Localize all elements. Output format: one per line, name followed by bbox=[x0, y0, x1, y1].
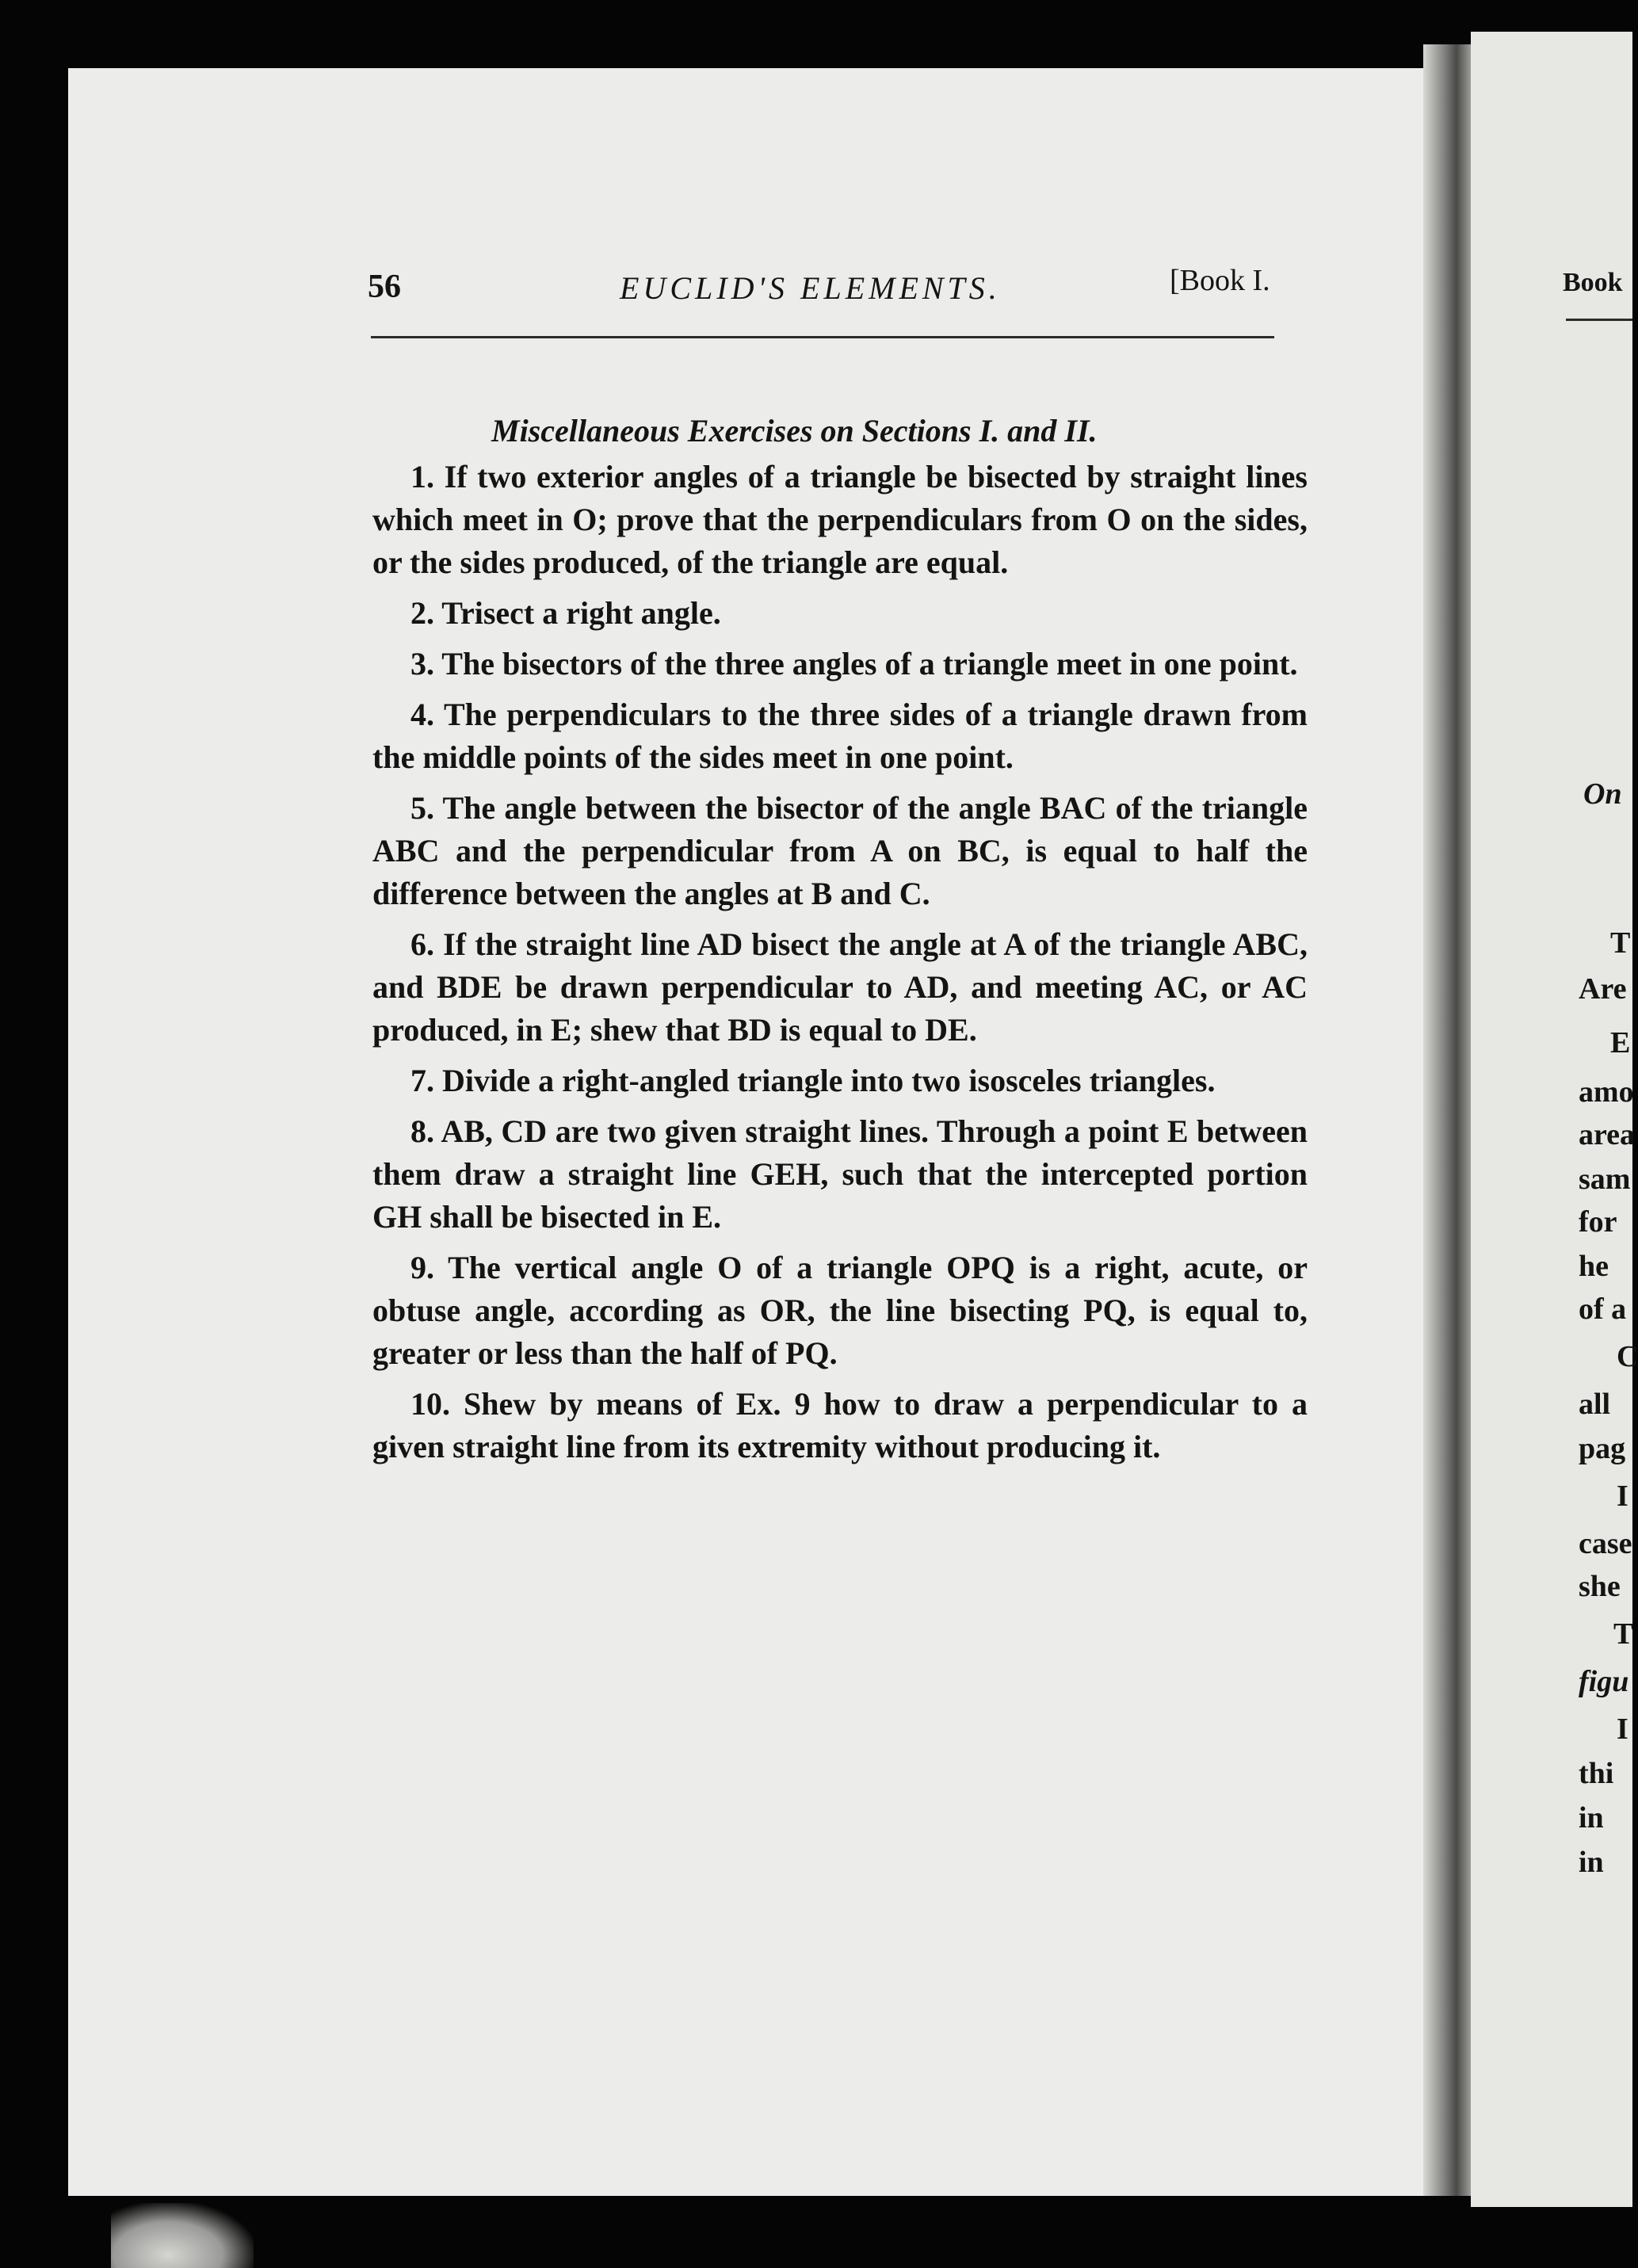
facing-fragment: E bbox=[1610, 1026, 1631, 1060]
facing-fragment: On bbox=[1583, 777, 1622, 811]
facing-fragment: she bbox=[1579, 1570, 1621, 1603]
facing-fragment: T bbox=[1613, 1617, 1634, 1651]
facing-fragment: Are bbox=[1579, 972, 1627, 1006]
facing-page-text bbox=[1471, 32, 1638, 2207]
facing-header: Book bbox=[1563, 268, 1623, 297]
exercise-list bbox=[372, 456, 1308, 1476]
facing-fragment: thi bbox=[1579, 1757, 1614, 1790]
facing-fragment: case bbox=[1579, 1527, 1632, 1560]
facing-fragment: area bbox=[1579, 1118, 1636, 1151]
facing-fragment: of a bbox=[1579, 1292, 1627, 1326]
facing-fragment: figu bbox=[1579, 1665, 1629, 1698]
exercise-4: 4. The perpendiculars to the three sides of a triangle drawn from the middle points of the sides meet in one point. bbox=[372, 697, 1308, 775]
facing-fragment: in bbox=[1579, 1801, 1604, 1835]
facing-fragment: sam bbox=[1579, 1163, 1631, 1196]
exercise-7: 7. Divide a right-angled triangle into two isosceles triangles. bbox=[410, 1063, 1216, 1098]
facing-fragment: all bbox=[1579, 1388, 1611, 1421]
exercise-8: 8. AB, CD are two given straight lines. Through a point E between them draw a straight line GEH, such that the intercepted portion GH shall be bisected in E. bbox=[372, 1113, 1308, 1235]
facing-header-rule bbox=[1566, 319, 1632, 321]
facing-fragment: T bbox=[1610, 926, 1631, 960]
paper-scrap bbox=[111, 2203, 254, 2268]
facing-fragment: I bbox=[1617, 1480, 1628, 1513]
facing-fragment: in bbox=[1579, 1846, 1604, 1879]
facing-page bbox=[1471, 32, 1638, 2207]
facing-fragment: amo bbox=[1579, 1075, 1634, 1109]
exercise-6: 6. If the straight line AD bisect the angle at A of the triangle ABC, and BDE be drawn perpendicular to AD, and meeting AC, or AC produced, in E; shew that BD is equal to DE. bbox=[372, 926, 1308, 1048]
exercise-3: 3. The bisectors of the three angles of a triangle meet in one point. bbox=[410, 646, 1298, 682]
section-heading: Miscellaneous Exercises on Sections I. and II. bbox=[491, 413, 1098, 449]
page-header bbox=[368, 263, 1287, 326]
header-rule bbox=[371, 336, 1274, 338]
facing-fragment: pag bbox=[1579, 1432, 1626, 1465]
exercise-5: 5. The angle between the bisector of the angle BAC of the triangle ABC and the perpendicular from A on BC, is equal to half the difference between the angles at B and C. bbox=[372, 790, 1308, 911]
facing-fragment: I bbox=[1617, 1712, 1628, 1746]
exercise-10: 10. Shew by means of Ex. 9 how to draw a perpendicular to a given straight line from its extremity without producing it. bbox=[372, 1386, 1308, 1464]
facing-fragment: he bbox=[1579, 1250, 1609, 1283]
running-title: EUCLID'S ELEMENTS. bbox=[620, 270, 1001, 306]
book-label: [Book I. bbox=[1170, 264, 1270, 297]
exercise-9: 9. The vertical angle O of a triangle OPQ is a right, acute, or obtuse angle, according as OR, the line bisecting PQ, is equal to, greater or less than the half of PQ. bbox=[372, 1250, 1308, 1371]
exercise-2: 2. Trisect a right angle. bbox=[410, 595, 721, 631]
exercise-1: 1. If two exterior angles of a triangle be bisected by straight lines which meet in O; prove that the perpendiculars from O on the sides, or the sides produced, of the triangle are equal. bbox=[372, 459, 1308, 580]
book-gutter bbox=[1423, 44, 1471, 2196]
facing-fragment: C bbox=[1617, 1340, 1638, 1373]
page-number: 56 bbox=[368, 269, 401, 305]
facing-fragment: for bbox=[1579, 1205, 1617, 1239]
